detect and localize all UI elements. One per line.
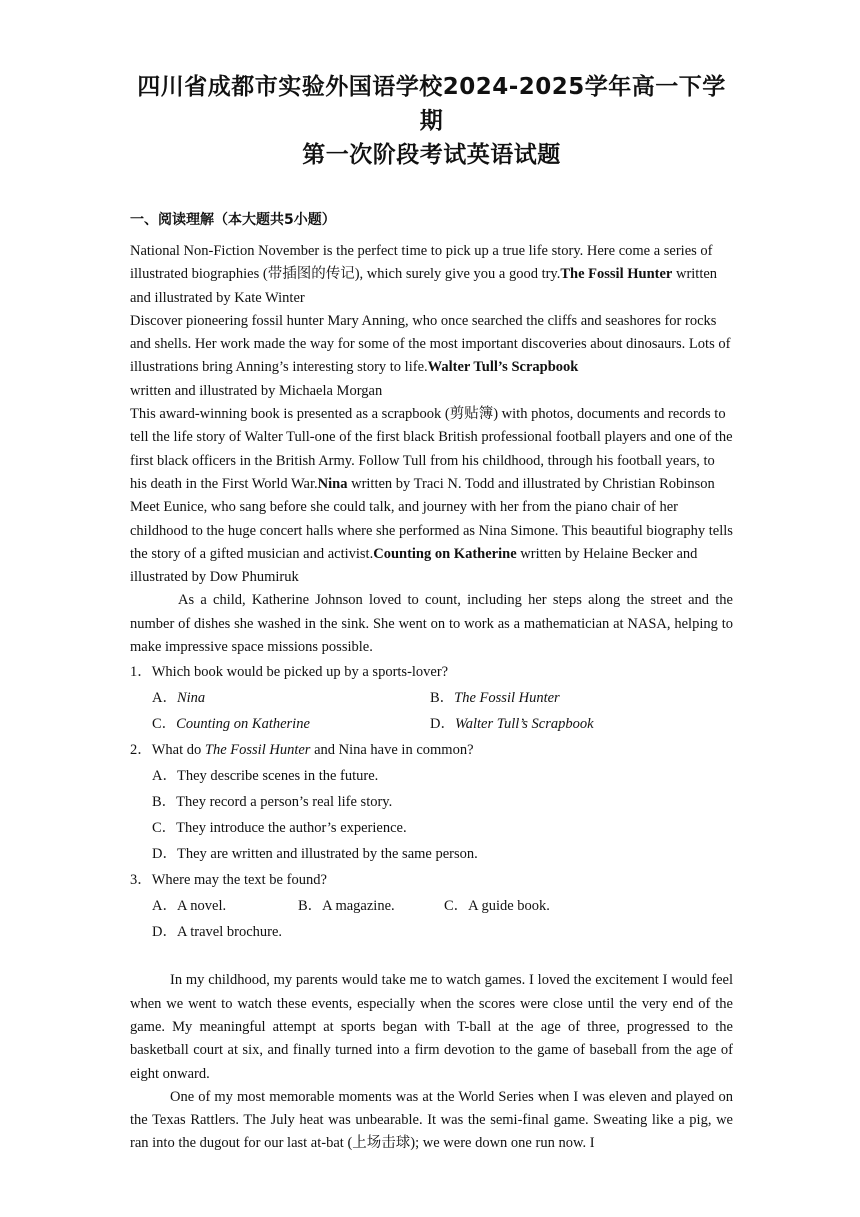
option-b[interactable]: B．A magazine. bbox=[298, 898, 395, 915]
question-2 bbox=[130, 737, 733, 867]
spacer bbox=[130, 945, 733, 969]
book-description: This award-winning book is presented as a scrapbook (剪贴簿) with photos, documents and records to tell the life story of Walter Tull-one of the first black British professional football players and one of the first black officers in the British Army. Follow Tull from his childhood, through his football years, to his death in the First World War.Nina written by Traci N. Todd and illustrated by Christian Robinson bbox=[130, 406, 733, 492]
book-description: As a child, Katherine Johnson loved to count, including her steps along the street and the number of dishes she washed in the sink. She went on to work as a mathematician at NASA, helping to make impressive space missions possible. bbox=[130, 592, 733, 656]
book-description: Discover pioneering fossil hunter Mary Anning, who once searched the cliffs and seashores for rocks and shells. Her work made the way for some of the most important discoveries about dinosaurs. Lots of illustrations bring Anning’s interesting story to life.Walter Tull’s Scrapbook written and illustrated by Michaela Morgan bbox=[130, 312, 731, 399]
option-c[interactable]: C．A guide book. bbox=[444, 898, 550, 915]
book-description: Meet Eunice, who sang before she could talk, and journey with her from the piano chair of her childhood to the huge concert halls where she performed as Nina Simone. This beautiful biography tells the story of a gifted musician and activist.Counting on Katherine written by Helaine Becker and illustrated by Dow Phumiruk bbox=[130, 499, 733, 586]
option-a[interactable]: A．A novel. bbox=[152, 898, 227, 915]
book-byline: written and illustrated by Michaela Morgan bbox=[130, 382, 383, 399]
passage-b-paragraph-2: One of my most memorable moments was at the World Series when I was eleven and played on the Texas Rattlers. The July heat was unbearable. It was the semi-final game. Sweating like a pig, we ran into the dugout for our last at-bat (上场击球); we were down one run now. I bbox=[130, 1088, 733, 1152]
book-byline: written and illustrated by Kate Winter bbox=[130, 266, 718, 306]
option-d[interactable]: D．They are written and illustrated by the same person. bbox=[152, 846, 478, 863]
title-line-2: 第一次阶段考试英语试题 bbox=[302, 142, 561, 168]
intro-text: National Non-Fiction November is the perfect time to pick up a true life story. Here come a series of illustrated biographies (带插图的传记), which surely give you a good try. bbox=[130, 243, 713, 283]
question-stem: 2．What do The Fossil Hunter and Nina have in common? bbox=[130, 742, 474, 759]
passage-b-paragraph-1: In my childhood, my parents would take me to watch games. I loved the excitement I would feel when we went to watch these events, especially when the scores were close until the very end of the game. My meaningful attempt at sports began with T-ball at the age of three, progressed to the basketball court at six, and finally turned into a firm devotion to the game of baseball from the age of eight onward. bbox=[130, 972, 733, 1082]
option-b[interactable]: B．They record a person’s real life story. bbox=[152, 794, 393, 811]
book-byline: written by Traci N. Todd and illustrated by Christian Robinson bbox=[347, 475, 715, 492]
exam-title bbox=[130, 70, 733, 172]
passage-b bbox=[130, 969, 733, 1155]
option-d[interactable]: D．A travel brochure. bbox=[152, 924, 283, 941]
question-stem: 1．Which book would be picked up by a sports-lover? bbox=[130, 664, 449, 681]
passage-a-text bbox=[130, 240, 733, 310]
section-heading: 一、阅读理解（本大题共5小题） bbox=[130, 212, 336, 228]
question-options bbox=[130, 763, 733, 867]
book-title-walter-tull: Walter Tull’s Scrapbook bbox=[427, 359, 579, 376]
question-stem: 3．Where may the text be found? bbox=[130, 872, 327, 889]
question-1 bbox=[130, 659, 733, 737]
book-byline: written by Helaine Becker and illustrated by Dow Phumiruk bbox=[130, 545, 698, 586]
option-c[interactable]: C．They introduce the author’s experience. bbox=[152, 820, 407, 837]
exam-page bbox=[130, 70, 733, 1156]
book-title-fossil-hunter: The Fossil Hunter bbox=[560, 266, 673, 283]
option-a[interactable]: A．Nina bbox=[152, 690, 206, 707]
book-title-nina: Nina bbox=[317, 475, 348, 492]
question-options bbox=[130, 893, 733, 945]
question-3 bbox=[130, 867, 733, 945]
book-title-counting-on-katherine: Counting on Katherine bbox=[373, 545, 517, 562]
option-c[interactable]: C．Counting on Katherine bbox=[152, 716, 310, 733]
passage-a bbox=[130, 240, 733, 659]
option-b[interactable]: B．The Fossil Hunter bbox=[430, 690, 560, 707]
option-a[interactable]: A．They describe scenes in the future. bbox=[152, 768, 379, 785]
title-line-1: 四川省成都市实验外国语学校2024-2025学年高一下学期 bbox=[137, 74, 726, 134]
option-d[interactable]: D．Walter Tull’s Scrapbook bbox=[430, 716, 594, 733]
question-options bbox=[130, 685, 733, 737]
